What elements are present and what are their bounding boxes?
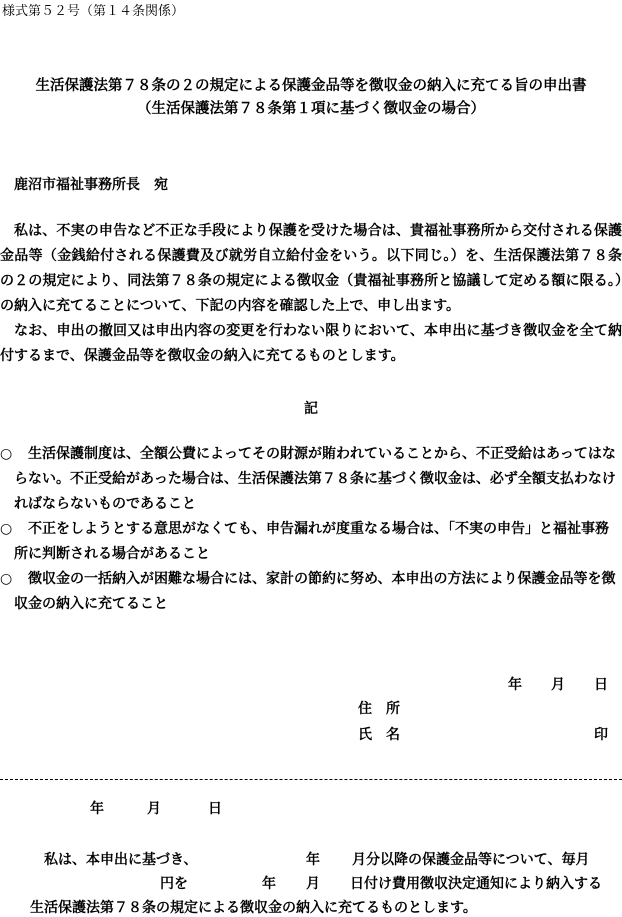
lower-line-2-end: 日付け費用徴収決定通知により納入する [350, 876, 602, 892]
lower-line-2-yen: 円を [160, 876, 188, 892]
body-paragraph-2: なお、申出の撤回又は申出内容の変更を行わない限りにおいて、本申出に基づき徴収金を全て納付するまで、保護金品等を徴収金の納入に充てるものとします。 [0, 323, 622, 364]
title-line-2: （生活保護法第７８条第１項に基づく徴収金の場合） [137, 101, 485, 117]
lower-line-1-end: 月分以降の保護金品等について、毎月 [352, 852, 590, 868]
circle-mark-icon: ○ [0, 521, 13, 537]
confirmation-item-1-text: 生活保護制度は、全額公費によってその財源が賄われていることから、不正受給はあってはならない。不正受給があった場合は、生活保護法第７８条に基づく徴収金は、必ず全額支払わなければならないものであること [14, 446, 616, 512]
ki-heading: 記 [304, 401, 318, 417]
circle-mark-icon: ○ [0, 571, 13, 587]
confirmation-item-3-text: 徴収金の一括納入が困難な場合には、家計の節約に努め、本申出の方法により保護金品等を徴収金の納入に充てること [14, 571, 616, 612]
lower-line-1-start: 私は、本申出に基づき、 [44, 852, 198, 868]
lower-month-label: 月 [147, 801, 161, 817]
signature-day-label: 日 [594, 677, 608, 693]
cut-line-divider [0, 779, 622, 780]
lower-line-2-month: 月 [306, 876, 320, 892]
lower-year-label: 年 [90, 801, 104, 817]
address-label: 住 所 [358, 701, 400, 717]
lower-day-label: 日 [208, 801, 222, 817]
confirmation-items [0, 442, 622, 617]
form-number: 様式第５２号（第１４条関係） [2, 4, 185, 19]
name-label: 氏 名 [358, 727, 400, 743]
confirmation-item-1 [0, 442, 622, 517]
confirmation-item-2-text: 不正をしようとする意思がなくても、申告漏れが度重なる場合は、「不実の申告」と福祉事務所に判断される場合があること [14, 521, 609, 562]
body-text [0, 219, 622, 369]
title-line-1: 生活保護法第７８条の２の規定による保護金品等を徴収金の納入に充てる旨の申出書 [35, 78, 587, 94]
body-paragraph-1: 私は、不実の申告など不正な手段により保護を受けた場合は、貴福祉事務所から交付される保護金品等（金銭給付される保護費及び就労自立給付金をいう。以下同じ。）を、生活保護法第７８条の２の規定により、同法第７８条の規定による徴収金（貴福祉事務所と協議して定める額に限る。）の納入に充てることについて、下記の内容を確認した上で、申し出ます。 [0, 223, 622, 314]
signature-year-label: 年 [508, 677, 522, 693]
lower-line-3: 生活保護法第７８条の規定による徴収金の納入に充てるものとします。 [30, 900, 477, 916]
seal-label: 印 [594, 727, 608, 743]
lower-line-2-year: 年 [262, 876, 276, 892]
signature-month-label: 月 [551, 677, 565, 693]
confirmation-item-3 [0, 567, 622, 617]
confirmation-item-2 [0, 517, 622, 567]
circle-mark-icon: ○ [0, 446, 13, 462]
addressee: 鹿沼市福祉事務所長 宛 [14, 177, 168, 193]
lower-line-1-year: 年 [306, 852, 320, 868]
